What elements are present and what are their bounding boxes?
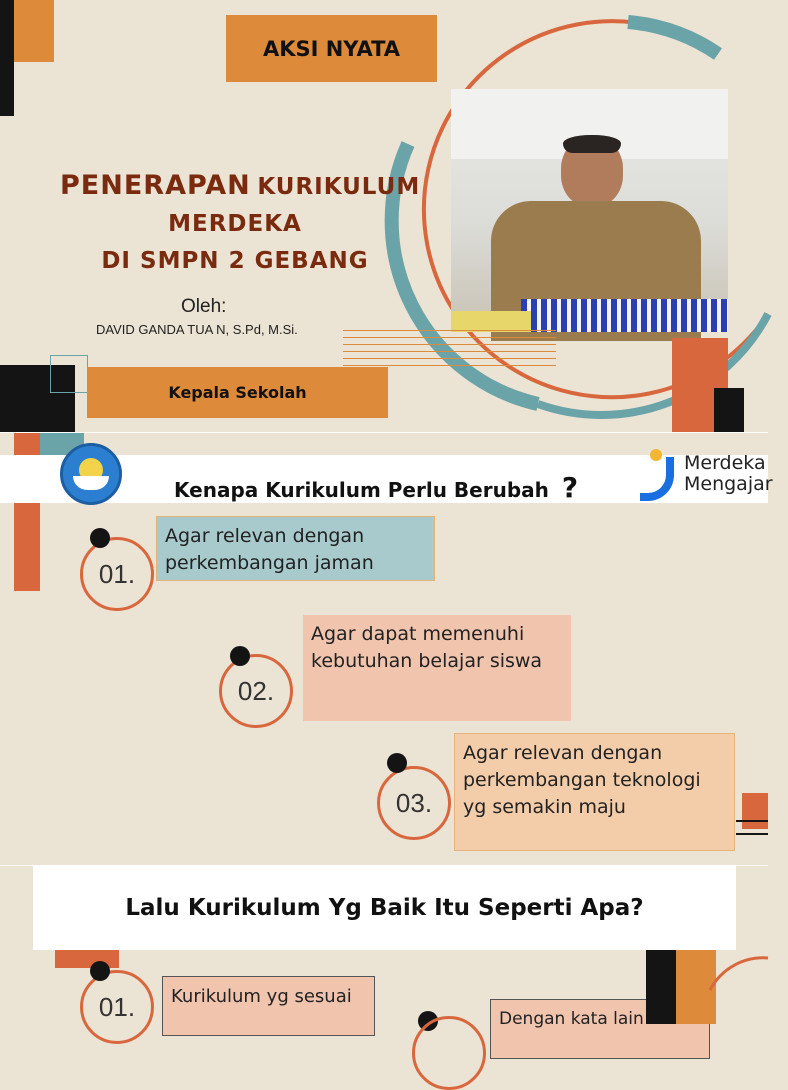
role-label: Kepala Sekolah: [168, 383, 307, 402]
logo-swoosh-icon: [640, 457, 674, 501]
number-dot: [387, 753, 407, 773]
item-box-02: Dengan kata lain: [490, 999, 710, 1059]
deco-line: [736, 820, 768, 822]
photo-tablecloth: [521, 299, 728, 332]
title-line-3: DI SMPN 2 GEBANG: [101, 248, 369, 274]
deco-block-orange: [14, 0, 54, 62]
logo-line-2: Mengajar: [684, 473, 773, 495]
question-title: Lalu Kurikulum Yg Baik Itu Seperti Apa?: [125, 895, 644, 921]
question-title: [174, 471, 578, 504]
badge-aksi-nyata: [226, 15, 437, 82]
deco-block-black-small: [714, 388, 744, 432]
deco-bar-black: [0, 0, 14, 116]
number-dot: [90, 961, 110, 981]
title-line-1: [60, 170, 421, 201]
number-circle-03: [377, 766, 451, 840]
deco-red-bar: [55, 950, 119, 968]
number-01: 01.: [98, 991, 136, 1022]
deco-square-outline: [50, 355, 88, 393]
deco-block-black: [646, 950, 676, 1024]
question-mark: ?: [561, 471, 579, 504]
number-02: 02.: [237, 675, 275, 706]
badge-label: AKSI NYATA: [262, 36, 401, 61]
item-box-01: Kurikulum yg sesuai: [162, 976, 375, 1036]
presenter-photo: [451, 89, 728, 332]
question-text: Kenapa Kurikulum Perlu Berubah: [174, 478, 549, 502]
number-circle-01: [80, 537, 154, 611]
deco-red-top: [14, 433, 40, 455]
slide-why-change: [0, 433, 773, 865]
by-label: Oleh:: [181, 296, 227, 317]
number-dot: [230, 646, 250, 666]
author-name: DAVID GANDA TUA N, S.Pd, M.Si.: [96, 322, 298, 337]
deco-red-right: [742, 793, 768, 829]
reason-box-03: Agar relevan dengan perkembangan teknologi yg semakin maju: [454, 733, 735, 851]
merdeka-mengajar-logo: [640, 449, 773, 503]
deco-red-left: [14, 503, 40, 591]
reason-box-02: Agar dapat memenuhi kebutuhan belajar siswa: [303, 615, 571, 721]
slide-cover: [0, 0, 768, 432]
title-word-penerapan: PENERAPAN: [60, 170, 251, 201]
number-01: 01.: [98, 558, 136, 589]
reason-box-01: Agar relevan dengan perkembangan jaman: [156, 516, 435, 581]
question-header: [33, 866, 736, 950]
number-dot: [90, 528, 110, 548]
deco-line: [736, 833, 768, 835]
number-circle-02: [412, 1016, 486, 1090]
deco-lines: [343, 330, 556, 368]
number-03: 03.: [395, 787, 433, 818]
title-word-kurikulum: KURIKULUM: [257, 174, 421, 200]
deco-arc: [700, 950, 768, 1024]
role-bar: [87, 367, 388, 418]
number-circle-02: [219, 654, 293, 728]
title-line-2: MERDEKA: [168, 211, 302, 237]
slide-good-curriculum: [0, 866, 768, 1029]
number-circle-01: [80, 970, 154, 1044]
logo-line-1: Merdeka: [684, 452, 766, 474]
tut-wuri-logo: [60, 443, 122, 505]
